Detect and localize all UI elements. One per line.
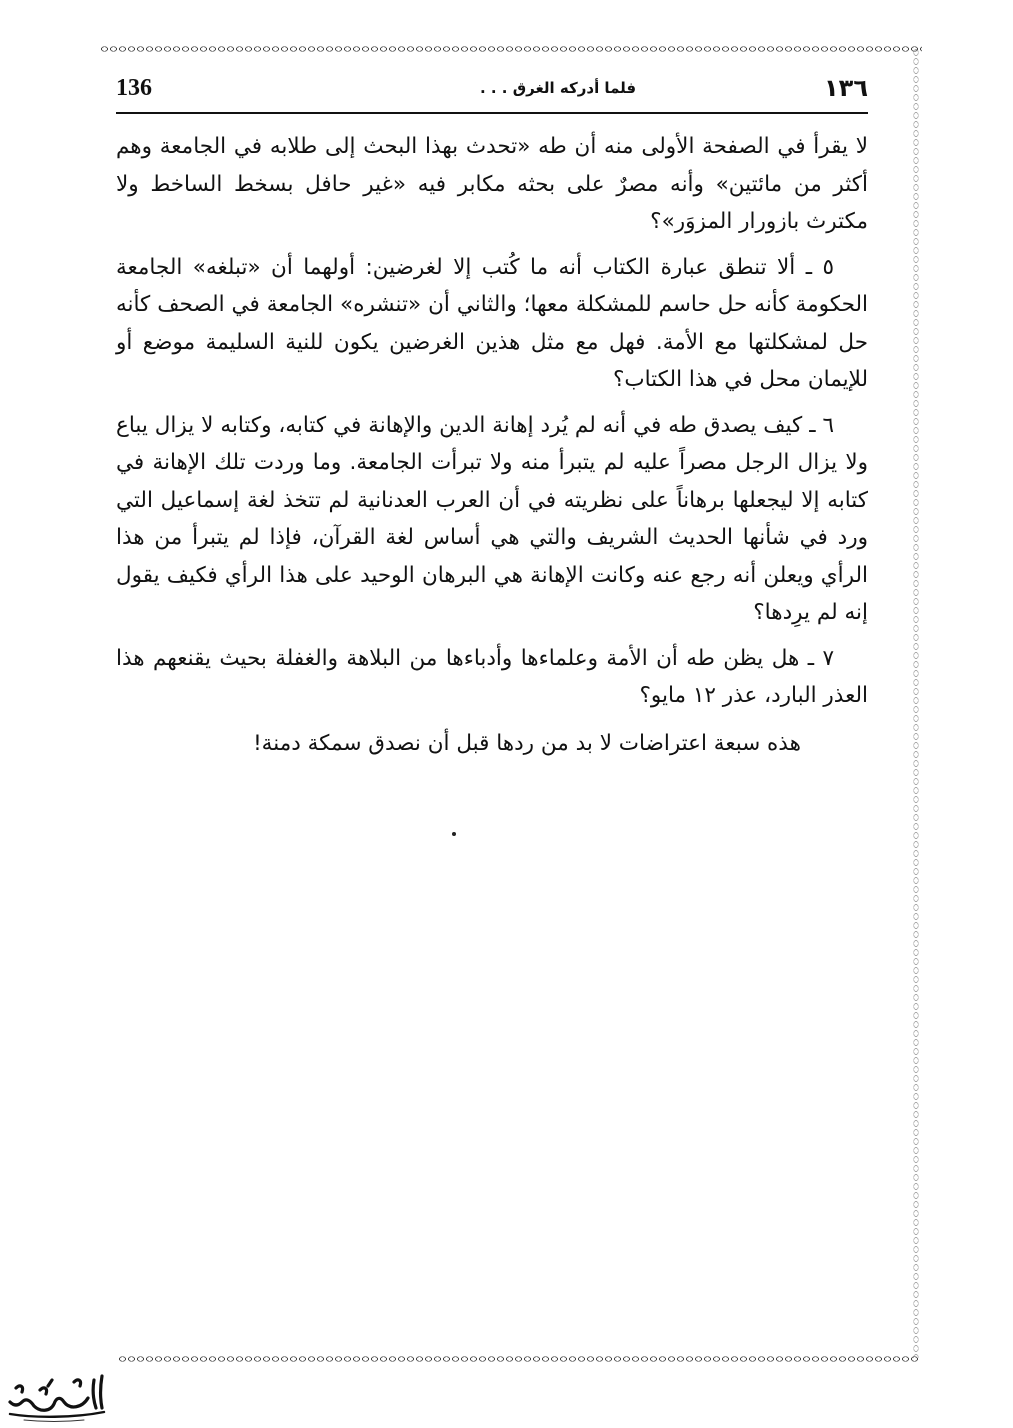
body-text <box>116 128 868 770</box>
closing-line: هذه سبعة اعتراضات لا بد من ردها قبل أن نصدق سمكة دمنة! <box>253 730 801 756</box>
paragraph-objection-7: ٧ ـ هل يظن طه أن الأمة وعلماءها وأدباءها من البلاهة والغفلة بحيث يقنعهم هذا العذر البارد، عذر ١٢ مايو؟ <box>116 645 868 708</box>
paragraph-objection-5: ٥ ـ ألا تنطق عبارة الكتاب أنه ما كُتب إلا لغرضين: أولهما أن «تبلغه» الجامعة الحكومة كأنه حل حاسم للمشكلة معها؛ والثاني أن «تنشره» الجامعة في الصحف كأنه حل لمشكلتها مع الأمة. فهل مع مثل هذين الغرضين يكون للنية السليمة موضع أو للإيمان محل في هذا الكتاب؟ <box>116 254 868 392</box>
calligraphy-logo-icon <box>4 1368 110 1424</box>
stray-dot <box>452 832 456 836</box>
right-ornament-border <box>912 48 920 1358</box>
watermark-logo <box>4 1368 110 1424</box>
top-ornament-border <box>100 44 922 54</box>
bottom-ornament-border <box>118 1354 918 1364</box>
header-rule <box>116 112 868 114</box>
page-number-latin: 136 <box>116 74 152 101</box>
paragraph-continuation: لا يقرأ في الصفحة الأولى منه أن طه «تحدث بهذا البحث إلى طلابه في الجامعة وهم أكثر من مائتين» وأنه مصرٌ على بحثه مكابر فيه «غير حافل بسخط الساخط ولا مكترث بازورار المزوَر»؟ <box>116 134 868 234</box>
paragraph-objection-6: ٦ ـ كيف يصدق طه في أنه لم يُرد إهانة الدين والإهانة في كتابه، وكتابه لا يزال يباع ولا يزال الرجل مصراً عليه لم يتبرأ منه ولا تبرأت الجامعة. وما وردت تلك الإهانة في كتابه إلا ليجعلها برهاناً على نظريته في أن العرب العدنانية لم تتخذ لغة إسماعيل التي ورد في شأنها الحديث الشريف والتي هي أساس لغة القرآن، فإذا لم يتبرأ من هذا الرأي ويعلن أنه رجع عنه وكانت الإهانة هي البرهان الوحيد على هذا الرأي فكيف يقول إنه لم يرِدها؟ <box>116 412 868 625</box>
page-number-arabic: ١٣٦ <box>824 74 868 102</box>
running-title: فلما أدركه الغرق . . . <box>479 79 637 97</box>
page-header <box>116 68 868 108</box>
